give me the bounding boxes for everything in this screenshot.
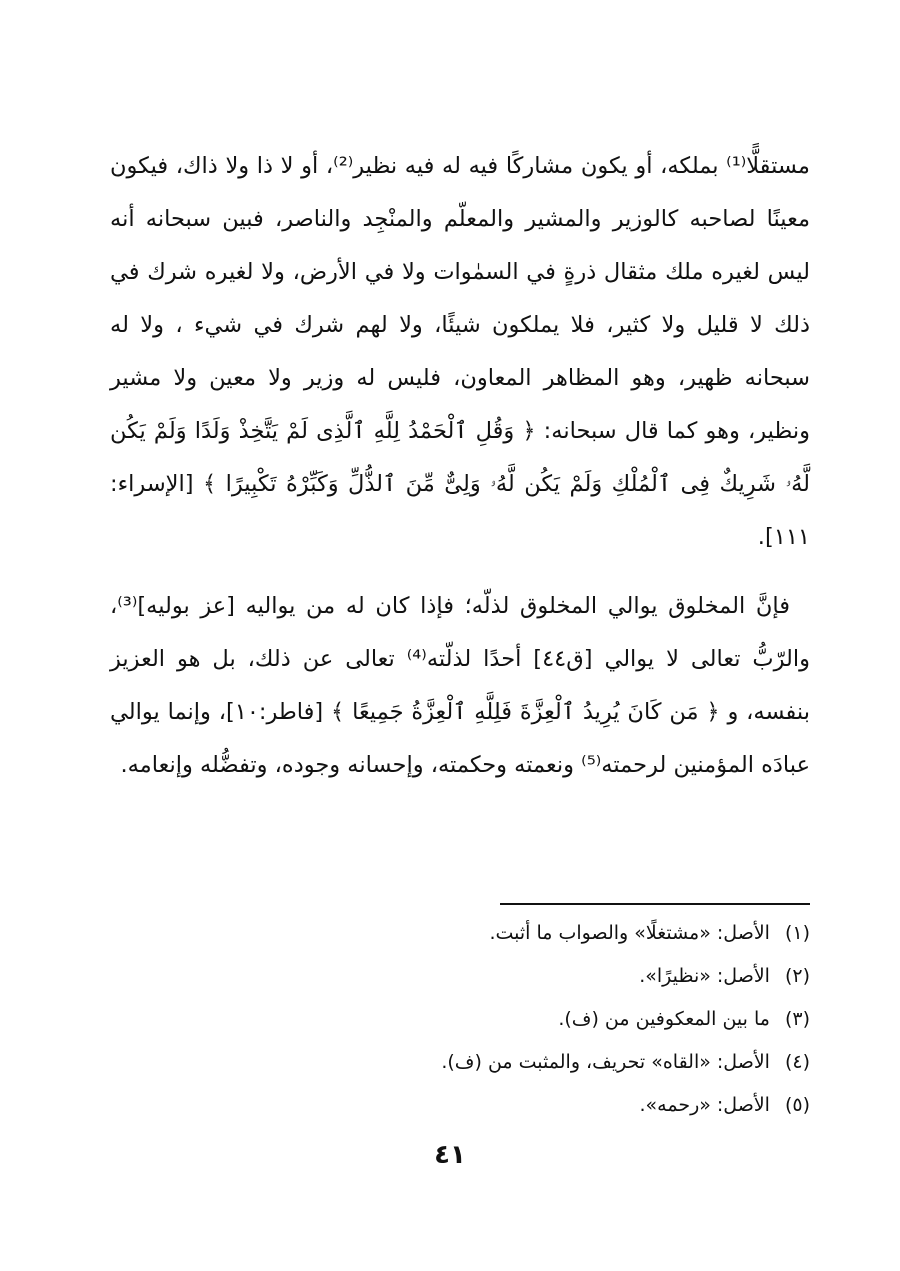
paragraph-2-text: فإنَّ المخلوق يوالي المخلوق لذلّه؛ فإذا كان له من يواليه [عز بوليه]⁽³⁾، والرّبُّ تعالى لا يوالي [ق٤٤] أحدًا لذلّته⁽⁴⁾ تعالى عن ذلك، بل هو العزيز بنفسه، و ﴿ مَن كَانَ يُرِيدُ ٱلْعِزَّةَ فَلِلَّهِ ٱلْعِزَّةُ جَمِيعًا ﴾ [فاطر:١٠]، وإنما يوالي عبادَه المؤمنين لرحمته⁽⁵⁾ ونعمته وحكمته، وإحسانه وجوده، وتفضُّله وإنعامه.	[110, 593, 810, 778]
footnote-text: ما بين المعكوفين من (ف).	[558, 1008, 770, 1030]
footnote-number: (٥)	[784, 1094, 810, 1116]
footnote-text: الأصل: «نظيرًا».	[639, 965, 770, 987]
footnote-number: (٣)	[784, 1008, 810, 1030]
page-number: ٤١	[434, 1140, 466, 1170]
footnote-4	[110, 1041, 810, 1084]
main-text	[110, 140, 810, 792]
footnote-text: الأصل: «مشتغلًا» والصواب ما أثبت.	[489, 922, 770, 944]
paragraph-2	[110, 580, 810, 792]
footnote-text: الأصل: «القاه» تحريف، والمثبت من (ف).	[441, 1051, 770, 1073]
footnote-number: (٢)	[784, 965, 810, 987]
footnote-separator	[500, 903, 810, 905]
footnote-3	[110, 998, 810, 1041]
footnote-text: الأصل: «رحمه».	[639, 1094, 770, 1116]
footnote-2	[110, 955, 810, 998]
paragraph-1: مستقلًّا⁽¹⁾ بملكه، أو يكون مشاركًا فيه له فيه نظير⁽²⁾، أو لا ذا ولا ذاك، فيكون معينًا لصاحبه كالوزير والمشير والمعلّم والمنْجِد والناصر، فبين سبحانه أنه ليس لغيره ملك مثقال ذرةٍ في السمٰوات ولا في الأرض، ولا لغيره شرك في ذلك لا قليل ولا كثير، فلا يملكون شيئًا، ولا لهم شرك في شيء ، ولا له سبحانه ظهير، وهو المظاهر المعاون، فليس له وزير ولا معين ولا مشير ونظير، وهو كما قال سبحانه: ﴿ وَقُلِ ٱلْحَمْدُ لِلَّهِ ٱلَّذِى لَمْ يَتَّخِذْ وَلَدًا وَلَمْ يَكُن لَّهُۥ شَرِيكٌ فِى ٱلْمُلْكِ وَلَمْ يَكُن لَّهُۥ وَلِىٌّ مِّنَ ٱلذُّلِّ وَكَبِّرْهُ تَكْبِيرًا ﴾ [الإسراء: ١١١].	[110, 153, 810, 550]
footnote-number: (١)	[784, 922, 810, 944]
footnote-number: (٤)	[784, 1051, 810, 1073]
footnote-1	[110, 912, 810, 955]
footnotes-list	[110, 912, 810, 1127]
footnote-5	[110, 1084, 810, 1127]
